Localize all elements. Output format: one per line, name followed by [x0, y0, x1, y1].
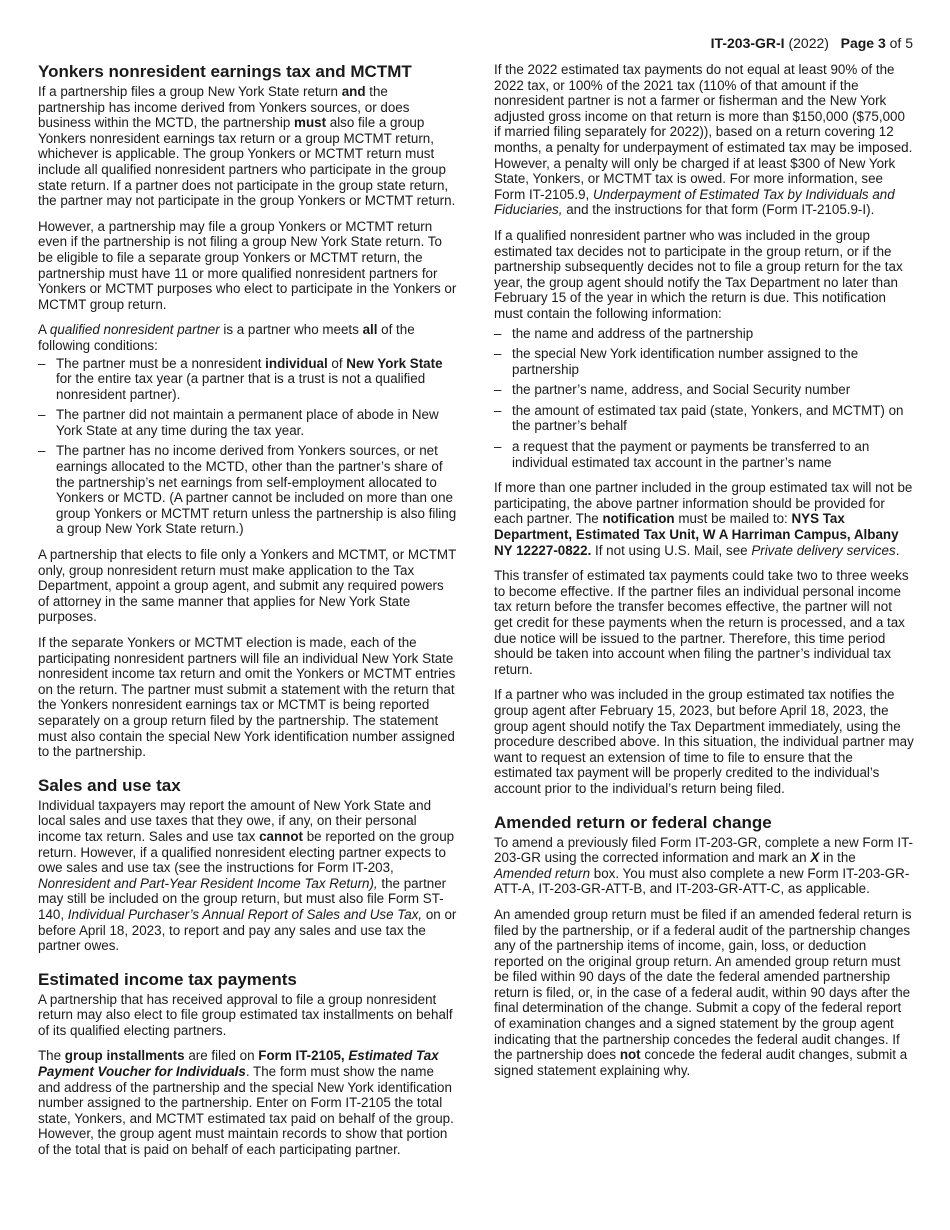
condition-item: – The partner has no income derived from Yonkers sources, or net earnings allocated to the MCTD, other than the partner’s share of the partnership’s net earnings from self-employment allocated to Yonkers or MCTD. (A partner cannot be included on more than one group Yonkers or MCTMT return unless the partnership is also filing a group New York State return.) — [38, 443, 458, 537]
page-label: Page 3 — [840, 35, 886, 51]
penalty-para: If the 2022 estimated tax payments do not equal at least 90% of the 2022 tax, or 100% of the 2021 tax (110% of that amount if the nonresident partner is not a farmer or fisherman and the New York adjusted gross income on that return is more than $150,000 ($75,000 if married filing separately for 2022)), based on a return covering 12 months, a penalty for underpayment of estimated tax may be imposed. However, a penalty will only be charged if at least $300 of New York State, Yonkers, or MCTMT tax is owed. For more information, see Form IT-2105.9, Underpayment of Estimated Tax by Individuals and Fiduciaries, and the instructions for that form (Form IT-2105.9-I). — [494, 62, 913, 218]
conditions-list — [38, 356, 458, 538]
left-column — [38, 62, 458, 1168]
yonkers-para-5: If the separate Yonkers or MCTMT election is made, each of the participating nonresident partners will file an individual New York State nonresident income tax return and omit the Yonkers or MCTMT entries on the return. The partner must submit a statement with the return that the Yonkers nonresident earnings tax or MCTMT is being reported separately on a group return filed by the partnership. The statement must also contain the special New York identification number assigned to the partnership. — [38, 635, 456, 760]
page-header — [711, 35, 913, 51]
late-notice-para: If a partner who was included in the group estimated tax notifies the group agent after February 15, 2023, but before April 18, 2023, the group agent should notify the Tax Department immediately, using the procedure described above. In this situation, the individual partner may want to request an extension of time to file to ensure that the estimated tax payment will be properly credited to the individual’s account prior to the individual’s return being filed. — [494, 687, 914, 796]
amended-para-1: To amend a previously filed Form IT-203-GR, complete a new Form IT-203-GR using the corrected information and mark an X in the Amended return box. You must also complete a new Form IT-203-GR-ATT-A, IT-203-GR-ATT-B, and IT-203-GR-ATT-C, as applicable. — [494, 834, 913, 897]
condition-item: – The partner must be a nonresident individual of New York State for the entire tax year (a partner that is a trust is not a qualified nonresident partner). — [38, 356, 458, 403]
yonkers-heading: Yonkers nonresident earnings tax and MCTMT — [38, 62, 412, 81]
amended-para-2: An amended group return must be filed if an amended federal return is filed by the partnership, or if a federal audit of the partnership changes any of the partnership items of income, gain, loss, or deduction reported on the original group return. An amended group return must be filed within 90 days of the date the federal amended partnership return is filed, or, in the case of a federal audit, within 90 days after the final determination of the change. Submit a copy of the federal report of examination changes and a signed statement by the group agent indicating that the partnership concedes the federal audit changes. If the partnership does not concede the federal audit changes, submit a signed statement explaining why. — [494, 906, 912, 1078]
notification-item: – the name and address of the partnership — [494, 326, 914, 342]
yonkers-para-1: If a partnership files a group New York State return and the partnership has income derived from Yonkers sources, or does business within the MCTD, the partnership must also file a group Yonkers nonresident earnings tax return or a group MCTMT return, whichever is applicable. The group Yonkers or MCTMT return must include all qualified nonresident partners who participate in the group state return. If a partner does not participate in the group state return, the partner may not participate in the group Yonkers or MCTMT return. — [38, 84, 456, 209]
notification-item: – the amount of estimated tax paid (state, Yonkers, and MCTMT) on the partner’s behalf — [494, 403, 914, 434]
qualified-partner-para: A qualified nonresident partner is a partner who meets all of the following conditions: — [38, 322, 415, 353]
notification-list — [494, 326, 914, 471]
estimated-para-1: A partnership that has received approval to file a group nonresident return may also elect to file group estimated tax installments on behalf of its qualified electing partners. — [38, 991, 453, 1038]
page-of: of 5 — [889, 35, 913, 51]
notify-para: If a qualified nonresident partner who was included in the group estimated tax decides not to participate in the group return, or if the partnership subsequently decides not to file a group return for the tax year, the group agent should notify the Tax Department no later than February 15 of the year in which the return is due. This notification must contain the following information: — [494, 227, 903, 321]
sales-heading: Sales and use tax — [38, 775, 181, 795]
yonkers-para-2: However, a partnership may file a group Yonkers or MCTMT return even if the partnership is not filing a group New York State return. To be eligible to file a separate group Yonkers or MCTMT return, the partnership must have 11 or more qualified nonresident partners for Yonkers or MCTMT purposes who elect to participate in the Yonkers or MCTMT group return. — [38, 218, 457, 312]
form-year: (2022) — [788, 35, 829, 51]
notification-item: – the partner’s name, address, and Social Security number — [494, 382, 914, 398]
condition-item: – The partner did not maintain a permanent place of abode in New York State at any time during the tax year. — [38, 407, 458, 438]
right-column — [494, 62, 914, 1088]
estimated-heading: Estimated income tax payments — [38, 969, 297, 989]
mailing-para: If more than one partner included in the group estimated tax will not be participating, the above partner information should be provided for each partner. The notification must be mailed to: NYS Tax Department, Estimated Tax Unit, W A Harriman Campus, Albany NY 12227-0822. If not using U.S. Mail, see Private delivery services. — [494, 480, 913, 558]
transfer-para: This transfer of estimated tax payments could take two to three weeks to become effective. If the partner files an individual personal income tax return before the transfer becomes effective, the partner will not get credit for these payments when the return is processed, and a tax due notice will be issued to the partner. Therefore, this time period should be taken into account when filing the partner’s individual tax return. — [494, 568, 909, 677]
yonkers-para-4: A partnership that elects to file only a Yonkers and MCTMT, or MCTMT only, group nonresident return must make application to the Tax Department, appoint a group agent, and submit any required powers of attorney in the same manner that applies for New York State purposes. — [38, 547, 457, 625]
form-id: IT-203-GR-I — [710, 35, 785, 51]
notification-item: – the special New York identification number assigned to the partnership — [494, 346, 914, 377]
sales-para-1: Individual taxpayers may report the amount of New York State and local sales and use taxes that they owe, if any, on their personal income tax return. Sales and use tax cannot be reported on the group return. However, if a qualified nonresident electing partner expects to owe sales and use tax (see the instructions for Form IT-203, Nonresident and Part-Year Resident Income Tax Return), the partner may still be included on the group return, but must also file Form ST-140, Individual Purchaser’s Annual Report of Sales and Use Tax, on or before April 18, 2023, to report and pay any sales and use tax the partner owes. — [38, 797, 457, 954]
notification-item: – a request that the payment or payments be transferred to an individual estimated tax account in the partner’s name — [494, 439, 914, 470]
amended-heading: Amended return or federal change — [494, 812, 772, 832]
estimated-para-2: The group installments are filed on Form IT-2105, Estimated Tax Payment Voucher for Individuals. The form must show the name and address of the partnership and the special New York identification number assigned to the partnership. Enter on Form IT-2105 the total state, Yonkers, and MCTMT estimated tax paid on behalf of the group. However, the group agent must maintain records to show that portion of the total that is paid on behalf of each participating partner. — [38, 1048, 454, 1158]
